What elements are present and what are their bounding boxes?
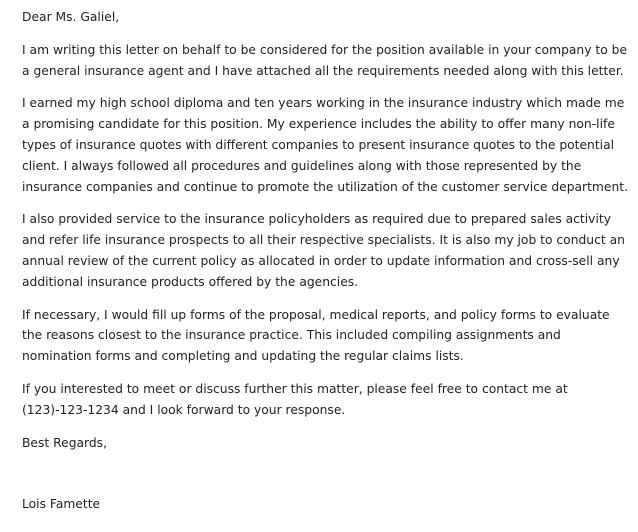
paragraph-intro: I am writing this letter on behalf to be considered for the position available in your company to be a general insurance agent and I have attached all the requirements needed along with this letter. bbox=[22, 42, 628, 78]
signature-name: Lois Famette bbox=[22, 497, 101, 512]
salutation: Dear Ms. Galiel, bbox=[22, 10, 120, 24]
paragraph-contact: If you interested to meet or discuss further this matter, please feel free to contact me at (123)-123-1234 and I look forward to your response. bbox=[22, 381, 568, 417]
paragraph-service: I also provided service to the insurance policyholders as required due to prepared sales activity and refer life insurance prospects to all their respective specialists. It is also my job to conduct an annual review of the current policy as allocated in order to update information and cross-sell any additional insurance products offered by the agencies. bbox=[22, 212, 625, 289]
paragraph-forms: If necessary, I would fill up forms of the proposal, medical reports, and policy forms to evaluate the reasons closest to the insurance practice. This included compiling assignments and nomination forms and completing and updating the regular claims lists. bbox=[22, 307, 610, 364]
letter-body bbox=[22, 7, 628, 515]
paragraph-experience: I earned my high school diploma and ten years working in the insurance industry which made me a promising candidate for this position. My experience includes the ability to offer many non-life types of insurance quotes with different companies to present insurance quotes to the potential client. I always followed all procedures and guidelines along with those represented by the insurance companies and continue to promote the utilization of the customer service department. bbox=[22, 96, 628, 194]
closing: Best Regards, bbox=[22, 435, 107, 450]
